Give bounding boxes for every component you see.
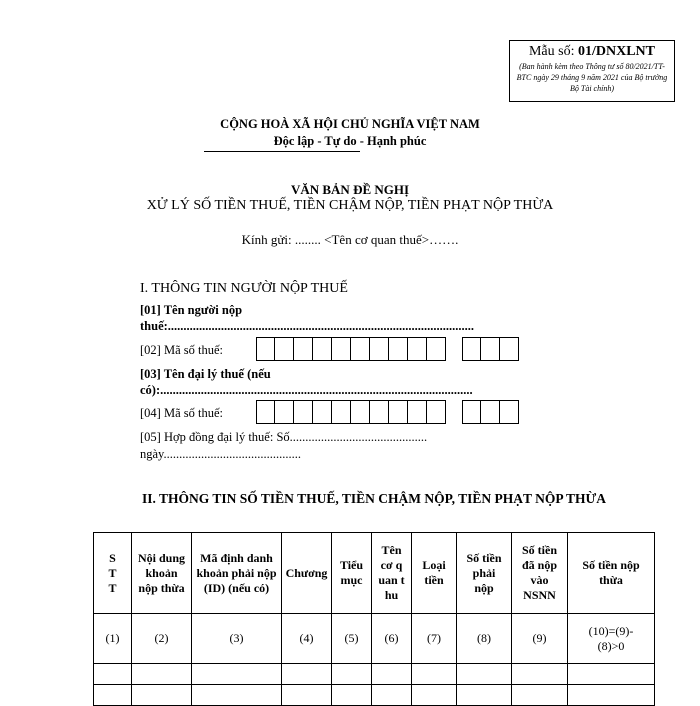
agent-tax-code-boxes[interactable]: [256, 400, 446, 424]
field-04-label: [04] Mã số thuế:: [140, 406, 223, 420]
number-cell: (3): [192, 614, 282, 664]
digit-box[interactable]: [275, 337, 294, 361]
digit-box[interactable]: [294, 400, 313, 424]
table-cell[interactable]: [568, 685, 655, 706]
table-cell[interactable]: [94, 685, 132, 706]
digit-box[interactable]: [370, 337, 389, 361]
header-cell: Loại tiền: [412, 533, 457, 614]
digit-box[interactable]: [481, 337, 500, 361]
field-05-date[interactable]: ngày............................................: [140, 447, 301, 461]
header-cell: Chương: [282, 533, 332, 614]
field-05-contract[interactable]: [05] Hợp đồng đại lý thuế: Số............................................: [140, 430, 428, 444]
table-number-row: [94, 614, 655, 664]
table-cell[interactable]: [512, 664, 568, 685]
table-header-row: [94, 533, 655, 614]
digit-box[interactable]: [462, 400, 481, 424]
digit-box[interactable]: [256, 337, 275, 361]
number-cell: (1): [94, 614, 132, 664]
table-cell[interactable]: [132, 685, 192, 706]
tax-code-suffix-boxes[interactable]: [462, 337, 519, 361]
header-cell: Tên cơ quan thu: [372, 533, 412, 614]
table-cell[interactable]: [192, 664, 282, 685]
table-cell[interactable]: [412, 664, 457, 685]
field-03-label: [03] Tên đại lý thuế (nếu: [140, 367, 271, 381]
digit-box[interactable]: [408, 337, 427, 361]
table-cell[interactable]: [457, 685, 512, 706]
table-cell[interactable]: [192, 685, 282, 706]
form-code-box: [509, 40, 675, 102]
motto-underline: [204, 151, 360, 152]
digit-box[interactable]: [427, 337, 446, 361]
digit-box[interactable]: [500, 400, 519, 424]
section1-heading: I. THÔNG TIN NGƯỜI NỘP THUẾ: [140, 281, 348, 296]
field-01-label: [01] Tên người nộp: [140, 303, 243, 317]
nation-heading: CỘNG HOÀ XÃ HỘI CHỦ NGHĨA VIỆT NAM: [220, 117, 480, 131]
recipient-line: Kính gửi: ........ <Tên cơ quan thuế>…….: [241, 232, 459, 247]
table-cell[interactable]: [282, 685, 332, 706]
number-cell: (2): [132, 614, 192, 664]
agent-tax-code-suffix-boxes[interactable]: [462, 400, 519, 424]
digit-box[interactable]: [389, 337, 408, 361]
digit-box[interactable]: [294, 337, 313, 361]
form-code-label: Mẫu số:: [528, 44, 578, 59]
digit-box[interactable]: [275, 400, 294, 424]
document-subtitle: XỬ LÝ SỐ TIỀN THUẾ, TIỀN CHẬM NỘP, TIỀN PHẠT NỘP THỪA: [146, 198, 554, 213]
number-cell: (9): [512, 614, 568, 664]
digit-box[interactable]: [351, 337, 370, 361]
number-cell: (10)=(9)-(8)>0: [568, 614, 655, 664]
table-cell[interactable]: [332, 664, 372, 685]
table-cell[interactable]: [372, 664, 412, 685]
digit-box[interactable]: [408, 400, 427, 424]
digit-box[interactable]: [332, 337, 351, 361]
number-cell: (7): [412, 614, 457, 664]
digit-box[interactable]: [313, 337, 332, 361]
header-cell: Số tiền đã nộp vào NSNN: [512, 533, 568, 614]
table-cell[interactable]: [412, 685, 457, 706]
header-cell: Tiểu mục: [332, 533, 372, 614]
header-cell: STT: [94, 533, 132, 614]
header-cell: Nội dung khoản nộp thừa: [132, 533, 192, 614]
form-note: (Ban hành kèm theo Thông tư số 80/2021/TT-BTC ngày 29 tháng 9 năm 2021 của Bộ trưởng Bộ Tài chính): [516, 62, 668, 93]
document-title: VĂN BẢN ĐỀ NGHỊ: [290, 182, 410, 197]
digit-box[interactable]: [256, 400, 275, 424]
digit-box[interactable]: [389, 400, 408, 424]
digit-box[interactable]: [332, 400, 351, 424]
table-cell[interactable]: [94, 664, 132, 685]
section2-heading: II. THÔNG TIN SỐ TIỀN THUẾ, TIỀN CHẬM NỘP, TIỀN PHẠT NỘP THỪA: [142, 491, 606, 506]
table-row[interactable]: [94, 685, 655, 706]
header-cell: Số tiền phải nộp: [457, 533, 512, 614]
table-cell[interactable]: [457, 664, 512, 685]
form-code: 01/DNXLNT: [577, 44, 655, 59]
number-cell: (8): [457, 614, 512, 664]
table-cell[interactable]: [132, 664, 192, 685]
digit-box[interactable]: [370, 400, 389, 424]
digit-box[interactable]: [500, 337, 519, 361]
overpayment-table: [93, 532, 655, 706]
number-cell: (5): [332, 614, 372, 664]
number-cell: (4): [282, 614, 332, 664]
number-cell: (6): [372, 614, 412, 664]
digit-box[interactable]: [351, 400, 370, 424]
table-cell[interactable]: [512, 685, 568, 706]
table-cell[interactable]: [372, 685, 412, 706]
table-cell[interactable]: [282, 664, 332, 685]
field-02-label: [02] Mã số thuế:: [140, 343, 223, 357]
table-cell[interactable]: [332, 685, 372, 706]
field-03-input[interactable]: có):....................................................................................................: [140, 383, 473, 397]
digit-box[interactable]: [313, 400, 332, 424]
table-cell[interactable]: [568, 664, 655, 685]
digit-box[interactable]: [462, 337, 481, 361]
form-code-line: [510, 44, 674, 60]
header-cell: Số tiền nộp thừa: [568, 533, 655, 614]
header-cell: Mã định danh khoản phải nộp (ID) (nếu có): [192, 533, 282, 614]
digit-box[interactable]: [481, 400, 500, 424]
table-row[interactable]: [94, 664, 655, 685]
field-01-input[interactable]: thuế:..................................................................................................: [140, 319, 475, 333]
motto: Độc lập - Tự do - Hạnh phúc: [273, 134, 427, 148]
tax-code-boxes[interactable]: [256, 337, 446, 361]
digit-box[interactable]: [427, 400, 446, 424]
